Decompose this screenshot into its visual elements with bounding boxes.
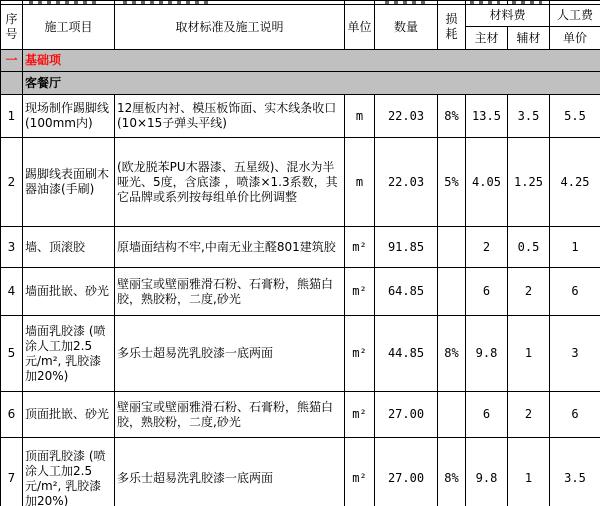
cutoff-cell [550,1,600,5]
cell-item: 顶面乳胶漆 (喷涂人工加2.5元/m², 乳胶漆加20%) [23,438,115,506]
cutoff-text-remnant [29,1,99,4]
cell-unit: m [345,95,375,138]
cutoff-text-remnant [385,1,425,4]
header-loss: 损耗 [438,5,466,50]
cell-item: 墙、顶滚胶 [23,227,115,268]
cell-qty: 44.85 [375,316,438,392]
cell-unit: m² [345,392,375,438]
cell-unit: m² [345,268,375,316]
cell-aux-material: 2 [508,392,550,438]
table-row [1,227,600,268]
cell-labor-price: 4.25 [550,138,600,227]
table-row [1,316,600,392]
cell-unit: m² [345,316,375,392]
cell-serial: 1 [1,95,23,138]
header-quantity: 数量 [375,5,438,50]
cell-main-material: 6 [466,392,508,438]
cell-item: 墙面乳胶漆 (喷涂人工加2.5元/m², 乳胶漆加20%) [23,316,115,392]
cell-loss [438,392,466,438]
table-row [1,95,600,138]
table-row [1,438,600,506]
cutoff-text-remnant [512,1,542,4]
cell-item: 顶面批嵌、砂光 [23,392,115,438]
cell-loss: 8% [438,316,466,392]
cell-aux-material: 1.25 [508,138,550,227]
cell-spec: 壁丽宝或壁丽雅滑石粉、石膏粉，熊猫白胶，熟胶粉，二度,砂光 [115,268,345,316]
cutoff-cell [508,1,550,5]
cell-serial: 6 [1,392,23,438]
cell-spec: 多乐士超易洗乳胶漆一底两面 [115,438,345,506]
cell-serial: 7 [1,438,23,506]
cutoff-cell [466,1,508,5]
cell-item: 现场制作踢脚线(100mm内) [23,95,115,138]
cell-spec: 多乐士超易洗乳胶漆一底两面 [115,316,345,392]
table-row [1,392,600,438]
cell-unit: m [345,138,375,227]
table-row [1,138,600,227]
section-number: 一 [1,50,23,72]
cell-aux-material: 1 [508,316,550,392]
header-serial-number: 序号 [1,5,23,50]
cell-labor-price: 3.5 [550,438,600,506]
cell-main-material: 2 [466,227,508,268]
table-header-row-1 [1,5,600,27]
cell-spec: (欧龙脱苯PU木器漆、五星级)、混水为半哑光、5度，含底漆 ，喷漆×1.3系数，其它品牌或系列按每组单价比例调整 [115,138,345,227]
cell-main-material: 13.5 [466,95,508,138]
cell-labor-price: 6 [550,268,600,316]
header-main-material: 主材 [466,27,508,50]
cell-labor-price: 6 [550,392,600,438]
cell-qty: 22.03 [375,95,438,138]
cell-serial: 3 [1,227,23,268]
cutoff-text-remnant [123,1,213,4]
header-unit: 单位 [345,5,375,50]
cell-loss: 5% [438,138,466,227]
header-material-cost-group: 材料费 [466,5,550,27]
section-row-base-items [1,50,600,72]
cell-main-material: 9.8 [466,438,508,506]
cell-unit: m² [345,438,375,506]
cutoff-cell [23,1,115,5]
cell-labor-price: 3 [550,316,600,392]
cell-aux-material: 2 [508,268,550,316]
cell-item: 墙面批嵌、砂光 [23,268,115,316]
header-labor-cost-group: 人工费 [550,5,600,27]
cell-item: 踢脚线表面刷木器油漆(手刷) [23,138,115,227]
subsection-row-living-dining [1,72,600,95]
cell-aux-material: 0.5 [508,227,550,268]
cell-qty: 22.03 [375,138,438,227]
header-construction-item: 施工项目 [23,5,115,50]
cell-aux-material: 1 [508,438,550,506]
cell-main-material: 9.8 [466,316,508,392]
cutoff-cell [1,1,23,5]
cutoff-row-sliver [1,1,600,5]
cell-qty: 91.85 [375,227,438,268]
subsection-title: 客餐厅 [23,72,600,95]
cell-main-material: 6 [466,268,508,316]
cell-qty: 27.00 [375,392,438,438]
cell-serial: 5 [1,316,23,392]
table-row [1,268,600,316]
cell-loss: 8% [438,95,466,138]
cell-serial: 4 [1,268,23,316]
cell-serial: 2 [1,138,23,227]
cell-qty: 27.00 [375,438,438,506]
cutoff-cell [438,1,466,5]
cutoff-text-remnant [470,1,500,4]
cell-loss [438,227,466,268]
cutoff-cell [375,1,438,5]
header-aux-material: 辅材 [508,27,550,50]
header-material-spec: 取材标准及施工说明 [115,5,345,50]
subsection-empty-cell [1,72,23,95]
cell-spec: 12厘板内衬、模压板饰面、实木线条收口(10×15子弹头平线) [115,95,345,138]
cell-labor-price: 1 [550,227,600,268]
cell-qty: 64.85 [375,268,438,316]
cutoff-cell [345,1,375,5]
cell-labor-price: 5.5 [550,95,600,138]
cell-spec: 原墙面结构不牢,中南无业主醛801建筑胶 [115,227,345,268]
cell-main-material: 4.05 [466,138,508,227]
cell-spec: 壁丽宝或壁丽雅滑石粉、石膏粉，熊猫白胶，熟胶粉，二度,砂光 [115,392,345,438]
cell-aux-material: 3.5 [508,95,550,138]
cell-unit: m² [345,227,375,268]
section-title: 基础项 [23,50,600,72]
cell-loss: 8% [438,438,466,506]
cutoff-cell [115,1,345,5]
header-labor-unit-price: 单价 [550,27,600,50]
cell-loss [438,268,466,316]
